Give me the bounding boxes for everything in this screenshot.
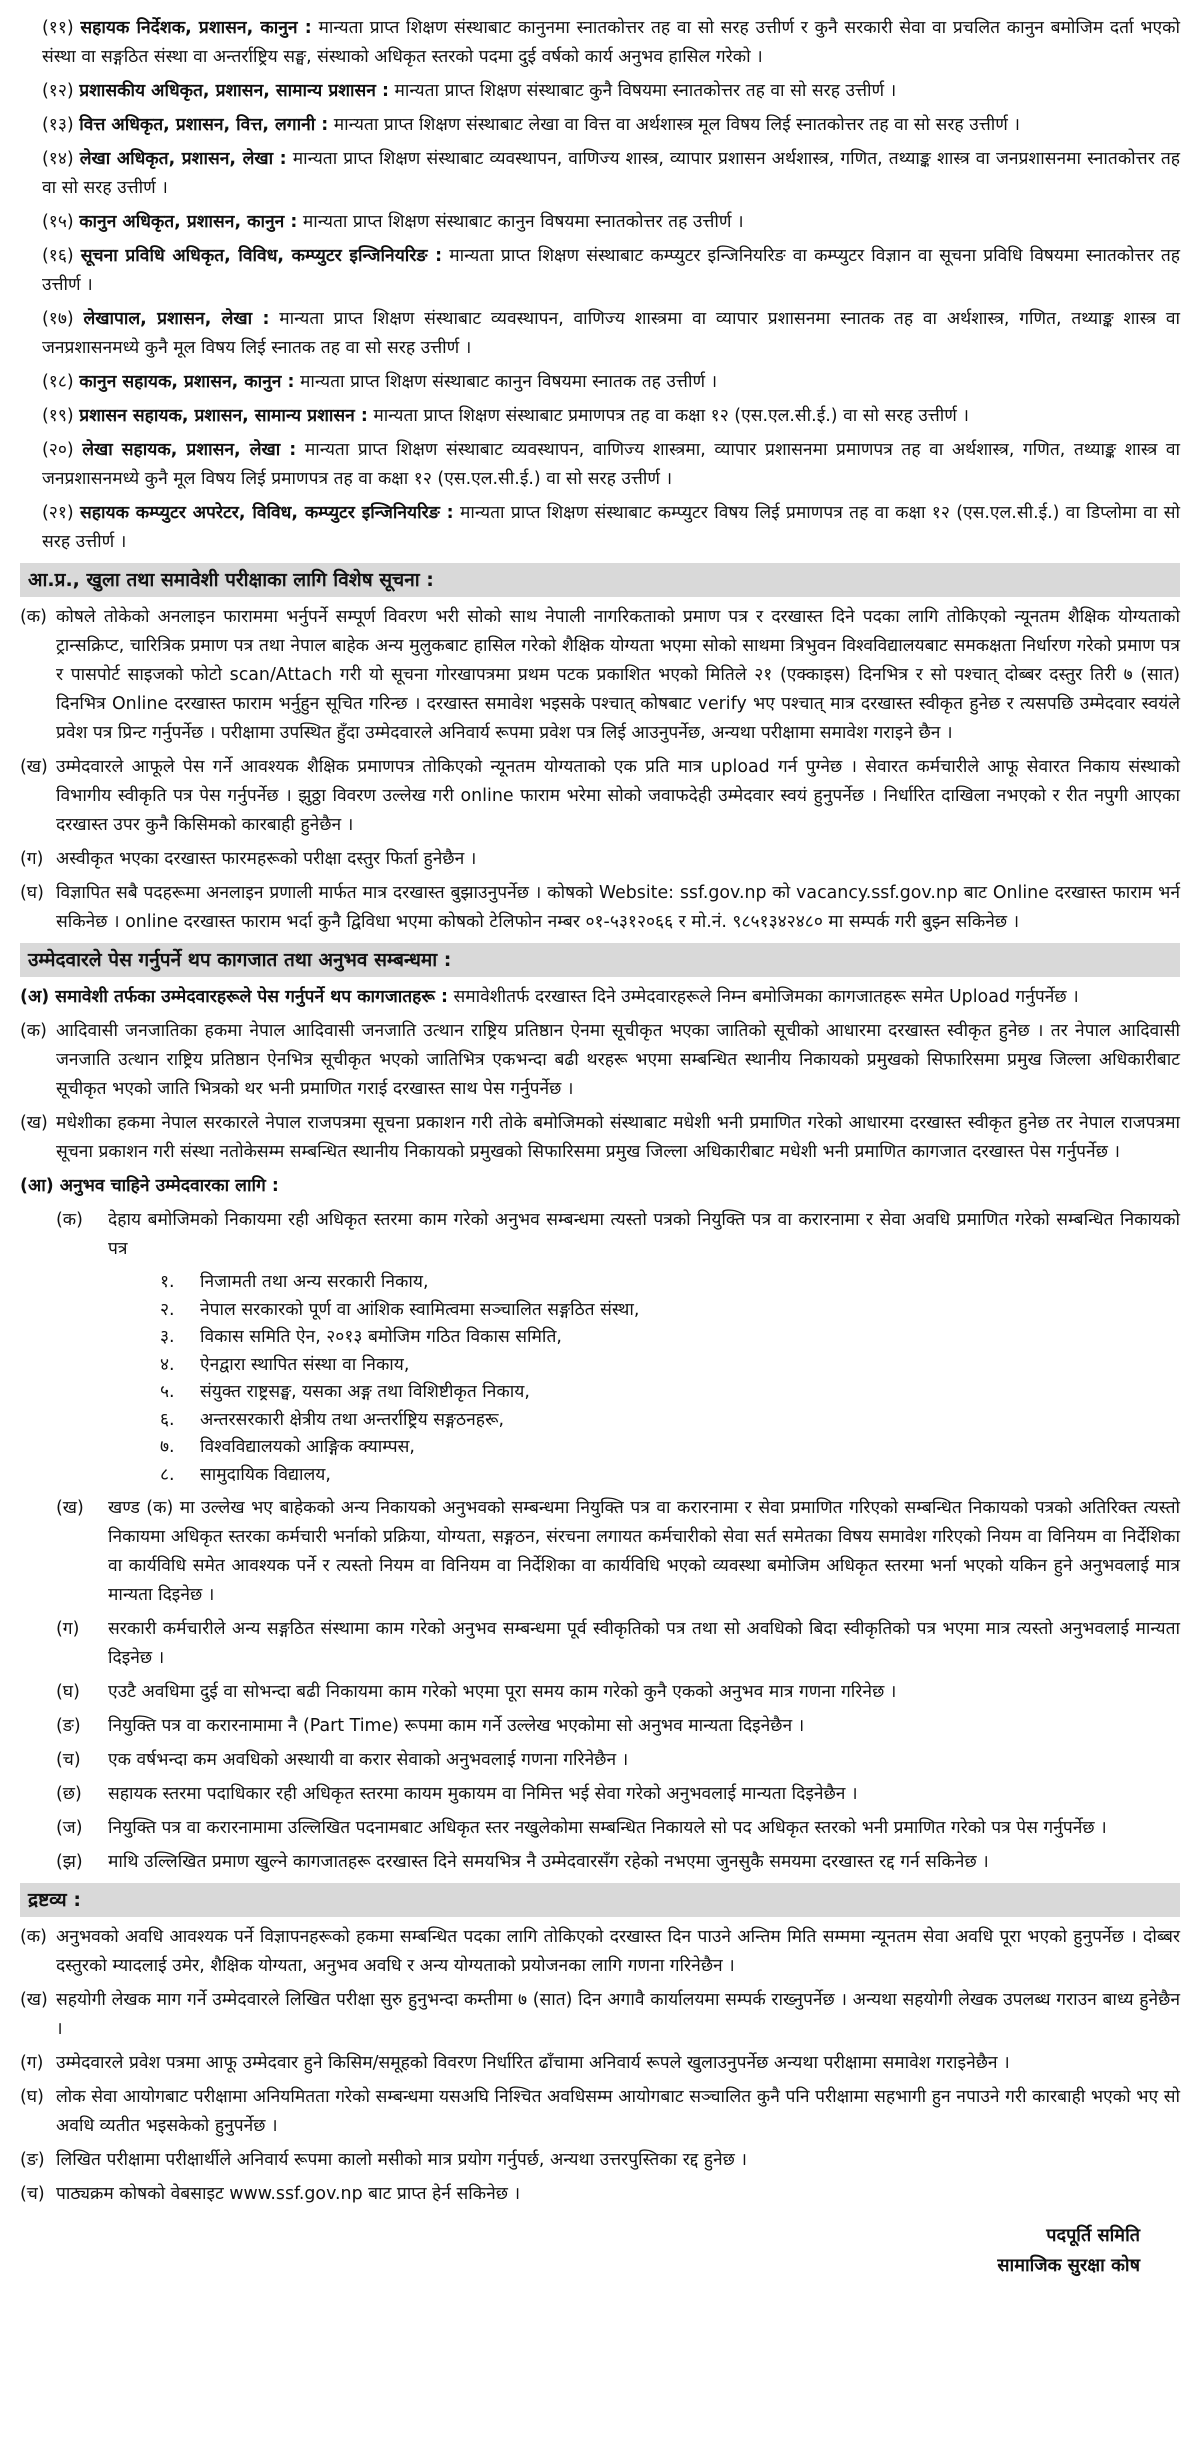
experience-body-number: ८. <box>160 1464 175 1485</box>
item-marker: (ज) <box>56 1818 83 1838</box>
post-item <box>20 208 1180 237</box>
list-item <box>20 1494 1180 1610</box>
post-qualification-list <box>20 14 1180 557</box>
item-text: माथि उल्लिखित प्रमाण खुल्ने कागजातहरू दरखास्त दिने समयभित्र नै उम्मेदवारसँग रहेको नभएमा जुनसुकै समयमा दरखास्त रद्द गर्न सकिनेछ । <box>108 1852 989 1872</box>
experience-body-number: १. <box>160 1272 175 1292</box>
item-marker: (क) <box>20 607 47 627</box>
post-qualification: मान्यता प्राप्त शिक्षण संस्थाबाट कानुनमा स्नातकोत्तर तह वा सो सरह उत्तीर्ण र कुनै सरकारी सेवा वा प्रचलित कानुन बमोजिम दर्ता भएको संस्था वा सङ्गठित संस्था वा अन्तर्राष्ट्रिय सङ्घ, संस्थाको अधिकृत स्तरको पदमा दुई वर्षको कार्य अनुभव हासिल गरेको । <box>42 18 1180 67</box>
inclusive-docs-intro <box>20 983 1180 1012</box>
post-number: (१७) <box>42 309 74 329</box>
item-text: सहयोगी लेखक माग गर्ने उम्मेदवारले लिखित परीक्षा सुरु हुनुभन्दा कम्तीमा ७ (सात) दिन अगावै कार्यालयमा सम्पर्क राख्नुपर्नेछ । अन्यथा सहयोगी लेखक उपलब्ध गराउन बाध्य हुनेछैन । <box>56 1990 1180 2039</box>
experience-body-item <box>160 1352 1180 1380</box>
item-text: उम्मेदवारले आफूले पेस गर्ने आवश्यक शैक्षिक प्रमाणपत्र तोकिएको न्यूनतम योग्यताको एक प्रति मात्र upload गर्न पुग्नेछ । सेवारत कर्मचारीले आफू सेवारत निकाय संस्थाको विभागीय स्वीकृति पत्र पेस गर्नुपर्नेछ । झुठ्ठा विवरण उल्लेख गरी online फाराम भरेमा सोको जवाफदेही उम्मेदवार स्वयं हुनुपर्नेछ । निर्धारित दाखिला नभएको र रीत नपुगी आएका दरखास्त उपर कुनै किसिमको कारबाही हुनेछैन । <box>56 757 1180 835</box>
list-item <box>20 1712 1180 1741</box>
list-item <box>20 1986 1180 2044</box>
experience-body-text: सामुदायिक विद्यालय, <box>200 1464 331 1485</box>
item-marker: (घ) <box>20 883 44 903</box>
list-item <box>20 603 1180 748</box>
experience-body-item <box>160 1462 1180 1490</box>
list-item <box>20 1109 1180 1167</box>
experience-body-number: २. <box>160 1299 175 1320</box>
post-qualification: मान्यता प्राप्त शिक्षण संस्थाबाट व्यवस्थापन, वाणिज्य शास्त्र, व्यापार प्रशासन अर्थशास्त्र, गणित, तथ्याङ्क शास्त्र वा जनप्रशासनमा स्नातकोत्तर तह वा सो सरह उत्तीर्ण । <box>42 149 1181 198</box>
notes-list <box>20 1923 1180 2209</box>
signature-organization: सामाजिक सुरक्षा कोष <box>997 2255 1140 2276</box>
post-title: लेखा सहायक, प्रशासन, लेखा : <box>82 440 297 460</box>
list-item <box>20 1780 1180 1809</box>
inclusive-docs-list <box>20 1017 1180 1167</box>
post-number: (१६) <box>42 246 74 266</box>
post-item <box>20 368 1180 397</box>
post-title: कानुन अधिकृत, प्रशासन, कानुन : <box>79 212 298 232</box>
experience-body-item <box>160 1407 1180 1435</box>
experience-body-text: अन्तरसरकारी क्षेत्रीय तथा अन्तर्राष्ट्रिय सङ्गठनहरू, <box>200 1409 505 1430</box>
list-item <box>20 753 1180 840</box>
item-text: विज्ञापित सबै पदहरूमा अनलाइन प्रणाली मार्फत मात्र दरखास्त बुझाउनुपर्नेछ । कोषको Website: ssf.gov.np को vacancy.ssf.gov.np बाट Online दरखास्त फाराम भर्न सकिनेछ । online दरखास्त फाराम भर्दा कुनै द्विविधा भएमा कोषको टेलिफोन नम्बर ०१-५३१२०६६ र मो.नं. ९८५१३४२४८० मा सम्पर्क गरी बुझ्न सकिनेछ । <box>56 883 1180 932</box>
inclusive-docs-text: समावेशीतर्फ दरखास्त दिने उम्मेदवारहरूले निम्न बमोजिमका कागजातहरू समेत Upload गर्नुपर्नेछ । <box>453 987 1079 1007</box>
item-text: सरकारी कर्मचारीले अन्य सङ्गठित संस्थामा काम गरेको अनुभव सम्बन्धमा पूर्व स्वीकृतिको पत्र तथा सो अवधिको बिदा स्वीकृतिको पत्र भएमा मात्र त्यस्तो अनुभवलाई मान्यता दिइनेछ । <box>108 1619 1180 1668</box>
post-number: (१९) <box>42 406 74 426</box>
post-number: (१८) <box>42 372 74 392</box>
post-title: सहायक कम्प्युटर अपरेटर, विविध, कम्प्युटर इन्जिनियरिङ : <box>79 503 454 523</box>
experience-body-number: ७. <box>160 1437 175 1457</box>
experience-rules-list <box>20 1494 1180 1877</box>
list-item <box>20 1615 1180 1673</box>
item-text: कोषले तोकेको अनलाइन फाराममा भर्नुपर्ने सम्पूर्ण विवरण भरी सोको साथ नेपाली नागरिकताको प्रमाण पत्र र दरखास्त दिने पदका लागि तोकिएको न्यूनतम शैक्षिक योग्यताको ट्रान्सक्रिप्ट, चारित्रिक प्रमाण पत्र तथा नेपाल बाहेक अन्य मुलुकबाट हासिल गरेको शैक्षिक योग्यता भएमा सोको साथमा त्रिभुवन विश्वविद्यालयबाट समकक्षता निर्धारण गरेको प्रमाण पत्र र पासपोर्ट साइजको फोटो scan/Attach गरी यो सूचना गोरखापत्रमा प्रथम पटक प्रकाशित भएको मितिले २१ (एक्काइस) दिनभित्र र सो पश्चात् दोब्बर दस्तुर तिरी ७ (सात) दिनभित्र Online दरखास्त फाराम भर्नुहुन सूचित गरिन्छ । दरखास्त समावेश भइसके पश्चात् कोषबाट verify भए पश्चात् मात्र दरखास्त स्वीकृत हुनेछ र त्यसपछि उम्मेदवार स्वयंले प्रवेश पत्र प्रिन्ट गर्नुपर्नेछ । परीक्षामा उपस्थित हुँदा उम्मेदवारले अनिवार्य रूपमा प्रवेश पत्र लिई आउनुपर्नेछ, अन्यथा परीक्षामा समावेश गराइने छैन । <box>56 607 1180 743</box>
section-heading-special-notice: आ.प्र., खुला तथा समावेशी परीक्षाका लागि विशेष सूचना : <box>20 563 1180 597</box>
experience-body-text: निजामती तथा अन्य सरकारी निकाय, <box>200 1272 429 1292</box>
item-text: उम्मेदवारले प्रवेश पत्रमा आफू उम्मेदवार हुने किसिम/समूहको विवरण निर्धारित ढाँचामा अनिवार्य रूपले खुलाउनुपर्नेछ अन्यथा परीक्षामा समावेश गराइनेछैन । <box>56 2053 1010 2073</box>
item-marker: (क) <box>20 1021 47 1041</box>
list-item <box>20 1814 1180 1843</box>
experience-bodies-list <box>20 1269 1180 1489</box>
list-item <box>20 879 1180 937</box>
post-title: प्रशासकीय अधिकृत, प्रशासन, सामान्य प्रशासन : <box>79 81 389 101</box>
list-item <box>20 1017 1180 1104</box>
post-item <box>20 242 1180 300</box>
post-title: लेखापाल, प्रशासन, लेखा : <box>83 309 270 329</box>
post-qualification: मान्यता प्राप्त शिक्षण संस्थाबाट लेखा वा वित्त वा अर्थशास्त्र मूल विषय लिई स्नातकोत्तर तह वा सो सरह उत्तीर्ण । <box>333 115 1020 135</box>
item-marker: (च) <box>20 2184 45 2204</box>
item-marker: (ग) <box>56 1619 80 1639</box>
item-marker: (घ) <box>20 2087 44 2107</box>
post-item <box>20 111 1180 140</box>
experience-body-text: विश्वविद्यालयको आङ्गिक क्याम्पस, <box>200 1437 415 1457</box>
post-number: (११) <box>42 18 74 38</box>
post-title: प्रशासन सहायक, प्रशासन, सामान्य प्रशासन : <box>79 406 368 426</box>
item-marker: (क) <box>20 1927 47 1947</box>
item-marker: (झ) <box>56 1852 83 1872</box>
post-item <box>20 14 1180 72</box>
item-text: अनुभवको अवधि आवश्यक पर्ने विज्ञापनहरूको हकमा सम्बन्धित पदका लागि तोकिएको दरखास्त दिन पाउने अन्तिम मिति सम्ममा न्यूनतम सेवा अवधि पूरा भएको हुनुपर्नेछ । दोब्बर दस्तुरको म्यादलाई उमेर, शैक्षिक योग्यता, अनुभव अवधि र अन्य योग्यताको प्रयोजनका लागि गणना गरिनेछैन । <box>56 1927 1180 1976</box>
experience-body-number: ४. <box>160 1354 175 1375</box>
item-marker: (ख) <box>56 1498 84 1518</box>
notice-document <box>20 0 1180 2281</box>
section-heading-documents: उम्मेदवारले पेस गर्नुपर्ने थप कागजात तथा अनुभव सम्बन्धमा : <box>20 943 1180 977</box>
list-item <box>20 845 1180 874</box>
special-notice-list <box>20 603 1180 937</box>
item-text: खण्ड (क) मा उल्लेख भए बाहेकको अन्य निकायको अनुभवको सम्बन्धमा नियुक्ति पत्र वा करारनामा र सेवा प्रमाणित गरिएको सम्बन्धित निकायको पत्रको अतिरिक्त त्यस्तो निकायमा अधिकृत स्तरका कर्मचारी भर्नाको प्रक्रिया, योग्यता, सङ्गठन, संरचना लगायत कर्मचारीको सेवा सर्त समेतका विषय समावेश गरिएको नियम वा विनियम वा निर्देशिका वा कार्यविधि समेत आवश्यक पर्ने र त्यस्तो नियम वा विनियम वा निर्देशिका वा कार्यविधि भएको व्यवस्था बमोजिम अधिकृत स्तरमा भर्ना भएको यकिन हुने अनुभवलाई मात्र मान्यता दिइनेछ । <box>108 1498 1180 1605</box>
item-marker: (ङ) <box>20 2150 45 2170</box>
post-number: (१३) <box>42 115 74 135</box>
post-number: (२०) <box>42 440 74 460</box>
item-marker: (ङ) <box>56 1716 81 1736</box>
experience-body-text: ऐनद्वारा स्थापित संस्था वा निकाय, <box>200 1354 410 1375</box>
item-text: एक वर्षभन्दा कम अवधिको अस्थायी वा करार सेवाको अनुभवलाई गणना गरिनेछैन । <box>108 1750 629 1770</box>
post-qualification: मान्यता प्राप्त शिक्षण संस्थाबाट कानुन विषयमा स्नातकोत्तर तह उत्तीर्ण । <box>302 212 744 232</box>
experience-body-number: ३. <box>160 1327 175 1347</box>
experience-body-item <box>160 1324 1180 1352</box>
post-number: (१४) <box>42 149 74 169</box>
inclusive-docs-label: (अ) समावेशी तर्फका उम्मेदवारहरूले पेस गर्नुपर्ने थप कागजातहरू : <box>20 987 448 1007</box>
item-text: नियुक्ति पत्र वा करारनामामा उल्लिखित पदनामबाट अधिकृत स्तर नखुलेकोमा सम्बन्धित निकायले सो पद अधिकृत स्तरको भनी प्रमाणित गरेको पत्र पेस गर्नुपर्नेछ । <box>108 1818 1107 1838</box>
post-number: (१५) <box>42 212 74 232</box>
post-qualification: मान्यता प्राप्त शिक्षण संस्थाबाट कम्प्युटर इन्जिनियरिङ वा कम्प्युटर विज्ञान वा सूचना प्रविधि विषयमा स्नातकोत्तर तह उत्तीर्ण । <box>42 246 1181 295</box>
experience-body-number: ५. <box>160 1382 175 1402</box>
list-item <box>20 1746 1180 1775</box>
post-number: (२१) <box>42 503 74 523</box>
post-qualification: मान्यता प्राप्त शिक्षण संस्थाबाट व्यवस्थापन, वाणिज्य शास्त्रमा वा व्यापार प्रशासनमा स्नातक तह वा अर्थशास्त्र, गणित, तथ्याङ्क शास्त्र वा जनप्रशासनमध्ये कुनै मूल विषय लिई स्नातक तह वा सो सरह उत्तीर्ण । <box>42 309 1181 358</box>
post-item <box>20 499 1180 557</box>
experience-body-item <box>160 1269 1180 1297</box>
item-marker: (छ) <box>56 1784 82 1804</box>
post-number: (१२) <box>42 81 74 101</box>
item-marker: (ग) <box>20 849 44 869</box>
item-text: लिखित परीक्षामा परीक्षार्थीले अनिवार्य रूपमा कालो मसीको मात्र प्रयोग गर्नुपर्छ, अन्यथा उत्तरपुस्तिका रद्द हुनेछ । <box>56 2150 747 2170</box>
signature-block <box>20 2221 1180 2281</box>
experience-body-item <box>160 1297 1180 1325</box>
experience-body-number: ६. <box>160 1409 175 1430</box>
post-title: कानुन सहायक, प्रशासन, कानुन : <box>79 372 295 392</box>
list-item <box>20 2049 1180 2078</box>
experience-body-item <box>160 1379 1180 1407</box>
post-item <box>20 436 1180 494</box>
post-qualification: मान्यता प्राप्त शिक्षण संस्थाबाट कुनै विषयमा स्नातकोत्तर तह वा सो सरह उत्तीर्ण । <box>394 81 897 101</box>
item-text: एउटै अवधिमा दुई वा सोभन्दा बढी निकायमा काम गरेको भएमा पूरा समय काम गरेको कुनै एकको अनुभव मात्र गणना गरिनेछ । <box>108 1682 897 1702</box>
item-text: नियुक्ति पत्र वा करारनामामा नै (Part Time) रूपमा काम गर्ने उल्लेख भएकोमा सो अनुभव मान्यता दिइनेछैन । <box>108 1716 805 1736</box>
experience-body-item <box>160 1434 1180 1462</box>
list-item <box>20 1848 1180 1877</box>
item-text: आदिवासी जनजातिका हकमा नेपाल आदिवासी जनजाति उत्थान राष्ट्रिय प्रतिष्ठान ऐनमा सूचीकृत भएका जातिको सूचीको आधारमा दरखास्त स्वीकृत हुनेछ । तर नेपाल आदिवासी जनजाति उत्थान राष्ट्रिय प्रतिष्ठान ऐनभित्र सूचीकृत भएको जातिभित्र एकभन्दा बढी थरहरू भएमा सम्बन्धित स्थानीय निकायको प्रमुखको सिफारिसमा प्रमुख जिल्ला अधिकारीबाट सूचीकृत भएको जाति भित्रको थर भनी प्रमाणित गराई दरखास्त साथ पेस गर्नुपर्नेछ । <box>56 1021 1180 1099</box>
item-text: लोक सेवा आयोगबाट परीक्षामा अनियमितता गरेको सम्बन्धमा यसअघि निश्चित अवधिसम्म आयोगबाट सञ्चालित कुनै पनि परीक्षामा सहभागी हुन नपाउने गरी कारबाही भएको भए सो अवधि व्यतीत भइसकेको हुनुपर्नेछ । <box>56 2087 1180 2136</box>
post-title: सहायक निर्देशक, प्रशासन, कानुन : <box>80 18 312 38</box>
item-text: पाठ्यक्रम कोषको वेबसाइट www.ssf.gov.np बाट प्राप्त हेर्न सकिनेछ । <box>56 2184 521 2204</box>
list-item <box>20 1923 1180 1981</box>
item-marker: (घ) <box>56 1682 80 1702</box>
signature-committee: पदपूर्ति समिति <box>1046 2225 1140 2246</box>
post-title: सूचना प्रविधि अधिकृत, विविध, कम्प्युटर इन्जिनियरिङ : <box>80 246 443 266</box>
experience-body-text: विकास समिति ऐन, २०१३ बमोजिम गठित विकास समिति, <box>200 1327 562 1347</box>
post-item <box>20 402 1180 431</box>
item-text: सहायक स्तरमा पदाधिकार रही अधिकृत स्तरमा कायम मुकायम वा निमित्त भई सेवा गरेको अनुभवलाई मान्यता दिइनेछैन । <box>108 1784 858 1804</box>
list-item <box>20 2180 1180 2209</box>
list-item <box>20 2083 1180 2141</box>
post-item <box>20 305 1180 363</box>
post-qualification: मान्यता प्राप्त शिक्षण संस्थाबाट कम्प्युटर विषय लिई प्रमाणपत्र तह वा कक्षा १२ (एस.एल.सी.ई.) वा डिप्लोमा वा सो सरह उत्तीर्ण । <box>42 503 1181 552</box>
post-qualification: मान्यता प्राप्त शिक्षण संस्थाबाट कानुन विषयमा स्नातक तह उत्तीर्ण । <box>300 372 718 392</box>
post-qualification: मान्यता प्राप्त शिक्षण संस्थाबाट व्यवस्थापन, वाणिज्य शास्त्रमा, व्यापार प्रशासनमा प्रमाणपत्र तह वा अर्थशास्त्र, गणित, तथ्याङ्क शास्त्र वा जनप्रशासनमध्ये कुनै मूल विषय लिई प्रमाणपत्र तह वा कक्षा १२ (एस.एल.सी.ई.) वा सो सरह उत्तीर्ण । <box>42 440 1181 489</box>
experience-body-text: नेपाल सरकारको पूर्ण वा आंशिक स्वामित्वमा सञ्चालित सङ्गठित संस्था, <box>200 1299 640 1320</box>
post-title: लेखा अधिकृत, प्रशासन, लेखा : <box>79 149 287 169</box>
list-item <box>20 2146 1180 2175</box>
list-item <box>20 1206 1180 1264</box>
item-text: देहाय बमोजिमको निकायमा रही अधिकृत स्तरमा काम गरेको अनुभव सम्बन्धमा त्यस्तो पत्रको नियुक्ति पत्र वा करारनामा र सेवा अवधि प्रमाणित गरेको सम्बन्धित निकायको पत्र <box>108 1210 1180 1259</box>
experience-body-text: संयुक्त राष्ट्रसङ्घ, यसका अङ्ग तथा विशिष्टीकृत निकाय, <box>200 1382 530 1402</box>
post-title: वित्त अधिकृत, प्रशासन, वित्त, लगानी : <box>79 115 329 135</box>
item-marker: (च) <box>56 1750 81 1770</box>
post-item <box>20 145 1180 203</box>
item-marker: (ग) <box>20 2053 44 2073</box>
post-item <box>20 77 1180 106</box>
item-text: मधेशीका हकमा नेपाल सरकारले नेपाल राजपत्रमा सूचना प्रकाशन गरी तोके बमोजिमको संस्थाबाट मधेशी भनी प्रमाणित गरेको आधारमा दरखास्त स्वीकृत हुनेछ तर नेपाल राजपत्रमा सूचना प्रकाशन गरी संस्था नतोकेसम्म सम्बन्धित स्थानीय निकायको प्रमुखको सिफारिसमा प्रमुख जिल्ला अधिकारीबाट मधेशी भनी प्रमाणित कागजात दरखास्त पेस गर्नुपर्नेछ । <box>56 1113 1180 1162</box>
experience-list <box>20 1206 1180 1264</box>
experience-heading: (आ) अनुभव चाहिने उम्मेदवारका लागि : <box>20 1176 279 1196</box>
item-marker: (ख) <box>20 1113 48 1133</box>
item-text: अस्वीकृत भएका दरखास्त फारमहरूको परीक्षा दस्तुर फिर्ता हुनेछैन । <box>56 849 477 869</box>
item-marker: (ख) <box>20 757 48 777</box>
item-marker: (क) <box>56 1210 83 1230</box>
section-heading-notes: द्रष्टव्य : <box>20 1883 1180 1917</box>
item-marker: (ख) <box>20 1990 48 2010</box>
list-item <box>20 1678 1180 1707</box>
post-qualification: मान्यता प्राप्त शिक्षण संस्थाबाट प्रमाणपत्र तह वा कक्षा १२ (एस.एल.सी.ई.) वा सो सरह उत्तीर्ण । <box>373 406 969 426</box>
